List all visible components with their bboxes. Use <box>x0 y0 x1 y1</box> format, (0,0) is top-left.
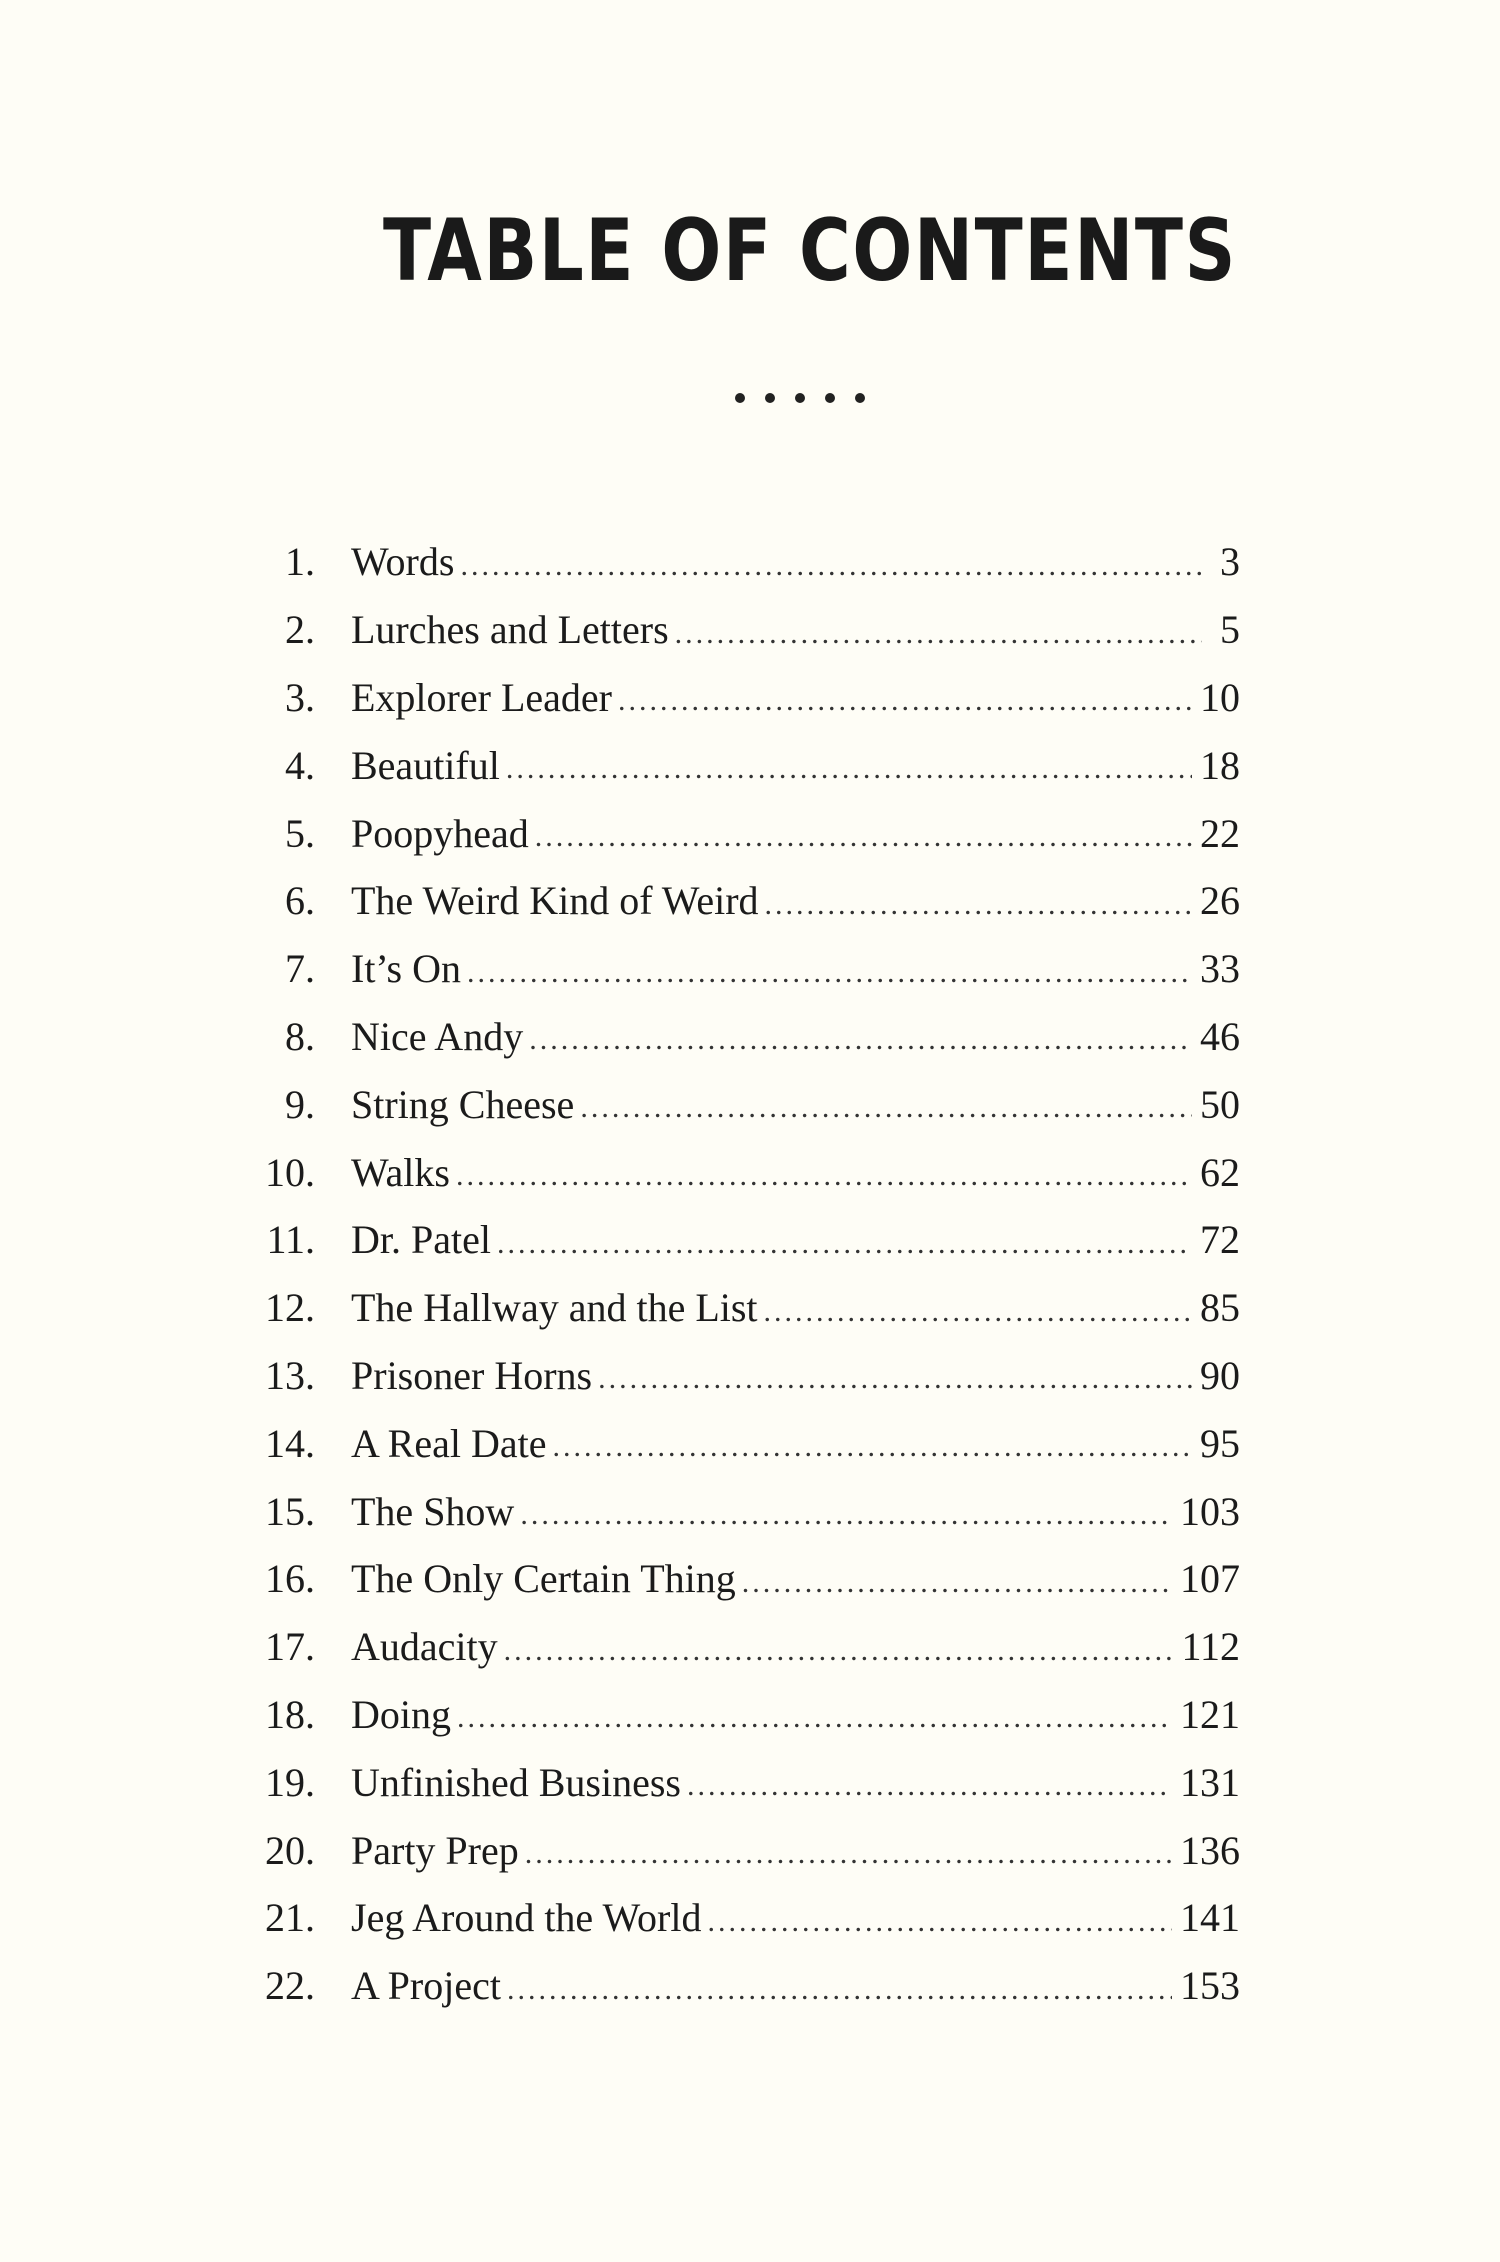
chapter-title: Party Prep <box>351 1827 519 1873</box>
chapter-title: Walks <box>351 1149 450 1195</box>
chapter-number: 16. <box>265 1556 315 1602</box>
page-number: 33 <box>1200 946 1240 992</box>
chapter-number: 14. <box>265 1420 315 1466</box>
dot-leader <box>529 1023 1192 1057</box>
chapter-number: 8. <box>285 1013 315 1059</box>
chapter-title: Beautiful <box>351 742 500 788</box>
dot-leader <box>507 1973 1172 2007</box>
toc-entry <box>240 1409 1240 1477</box>
chapter-title: Prisoner Horns <box>351 1352 593 1398</box>
chapter-number: 9. <box>285 1081 315 1127</box>
chapter-number: 2. <box>285 607 315 653</box>
page-number: 22 <box>1200 810 1240 856</box>
ornament-dot <box>735 393 745 403</box>
toc-entry <box>240 935 1240 1003</box>
chapter-number: 3. <box>285 674 315 720</box>
chapter-title: String Cheese <box>351 1081 575 1127</box>
page-number: 153 <box>1180 1963 1240 2009</box>
toc-entry <box>240 1342 1240 1410</box>
toc-entry <box>240 1070 1240 1138</box>
page-number: 95 <box>1200 1420 1240 1466</box>
chapter-number: 6. <box>285 878 315 924</box>
chapter-title: Words <box>351 539 455 585</box>
toc-entry <box>240 1816 1240 1884</box>
toc-entry <box>240 1748 1240 1816</box>
chapter-number: 12. <box>265 1285 315 1331</box>
page-number: 103 <box>1180 1488 1240 1534</box>
chapter-title: The Weird Kind of Weird <box>351 878 759 924</box>
toc-entry <box>240 1681 1240 1749</box>
dot-leader <box>456 1159 1192 1193</box>
dot-leader <box>504 1634 1174 1668</box>
page-number: 90 <box>1200 1352 1240 1398</box>
toc-entry <box>240 867 1240 935</box>
chapter-title: Explorer Leader <box>351 674 612 720</box>
page-number: 46 <box>1200 1013 1240 1059</box>
toc-entry <box>240 1884 1240 1952</box>
ornament-dots <box>735 388 865 408</box>
dot-leader <box>707 1905 1172 1939</box>
toc-entry <box>240 799 1240 867</box>
ornament-dot <box>765 393 775 403</box>
dot-leader <box>506 752 1192 786</box>
dot-leader <box>535 820 1192 854</box>
chapter-title: It’s On <box>351 946 461 992</box>
toc-entry <box>240 664 1240 732</box>
chapter-title: The Only Certain Thing <box>351 1556 736 1602</box>
chapter-title: Unfinished Business <box>351 1759 681 1805</box>
chapter-number: 1. <box>285 539 315 585</box>
page-number: 107 <box>1180 1556 1240 1602</box>
chapter-title: Poopyhead <box>351 810 529 856</box>
toc-entry <box>240 1206 1240 1274</box>
chapter-number: 13. <box>265 1352 315 1398</box>
dot-leader <box>497 1227 1192 1261</box>
page-number: 85 <box>1200 1285 1240 1331</box>
dot-leader <box>467 956 1192 990</box>
page-number: 10 <box>1200 674 1240 720</box>
dot-leader <box>687 1769 1172 1803</box>
page-number: 72 <box>1200 1217 1240 1263</box>
dot-leader <box>618 684 1192 718</box>
chapter-title: Doing <box>351 1691 451 1737</box>
dot-leader <box>460 549 1202 583</box>
ornament-dot <box>795 393 805 403</box>
toc-entry <box>240 1613 1240 1681</box>
dot-leader <box>764 1295 1192 1329</box>
chapter-title: Lurches and Letters <box>351 607 669 653</box>
page-number: 5 <box>1220 607 1240 653</box>
dot-leader <box>525 1837 1172 1871</box>
chapter-title: A Project <box>351 1963 501 2009</box>
chapter-number: 17. <box>265 1624 315 1670</box>
page-number: 121 <box>1180 1691 1240 1737</box>
chapter-title: The Show <box>351 1488 515 1534</box>
chapter-title: Nice Andy <box>351 1013 524 1059</box>
page-number: 18 <box>1200 742 1240 788</box>
chapter-number: 5. <box>285 810 315 856</box>
toc-entry <box>240 1003 1240 1071</box>
chapter-number: 4. <box>285 742 315 788</box>
page-number: 50 <box>1200 1081 1240 1127</box>
page-number: 136 <box>1180 1827 1240 1873</box>
chapter-number: 21. <box>265 1895 315 1941</box>
ornament-dot <box>855 393 865 403</box>
page-number: 141 <box>1180 1895 1240 1941</box>
chapter-number: 15. <box>265 1488 315 1534</box>
chapter-number: 7. <box>285 946 315 992</box>
toc-entry <box>240 528 1240 596</box>
chapter-title: Jeg Around the World <box>351 1895 702 1941</box>
chapter-number: 18. <box>265 1691 315 1737</box>
ornament-dot <box>825 393 835 403</box>
page-title: TABLE OF CONTENTS <box>382 200 1238 301</box>
chapter-title: Audacity <box>351 1624 498 1670</box>
chapter-title: A Real Date <box>351 1420 547 1466</box>
chapter-number: 19. <box>265 1759 315 1805</box>
dot-leader <box>580 1091 1192 1125</box>
chapter-title: The Hallway and the List <box>351 1285 758 1331</box>
dot-leader <box>553 1430 1193 1464</box>
dot-leader <box>520 1498 1172 1532</box>
page-number: 112 <box>1181 1624 1240 1670</box>
chapter-title: Dr. Patel <box>351 1217 491 1263</box>
page-number: 62 <box>1200 1149 1240 1195</box>
dot-leader <box>765 888 1192 922</box>
toc-entry <box>240 1545 1240 1613</box>
page-number: 131 <box>1180 1759 1240 1805</box>
page-number: 26 <box>1200 878 1240 924</box>
page-number: 3 <box>1220 539 1240 585</box>
toc-entry <box>240 1138 1240 1206</box>
chapter-number: 22. <box>265 1963 315 2009</box>
toc-entry <box>240 596 1240 664</box>
dot-leader <box>742 1566 1172 1600</box>
toc-entry <box>240 1274 1240 1342</box>
dot-leader <box>457 1701 1172 1735</box>
toc-entry <box>240 1477 1240 1545</box>
toc-entry <box>240 731 1240 799</box>
chapter-number: 11. <box>266 1217 315 1263</box>
chapter-number: 20. <box>265 1827 315 1873</box>
chapter-number: 10. <box>265 1149 315 1195</box>
dot-leader <box>675 617 1202 651</box>
dot-leader <box>598 1362 1192 1396</box>
table-of-contents <box>240 528 1240 2020</box>
toc-entry <box>240 1952 1240 2020</box>
